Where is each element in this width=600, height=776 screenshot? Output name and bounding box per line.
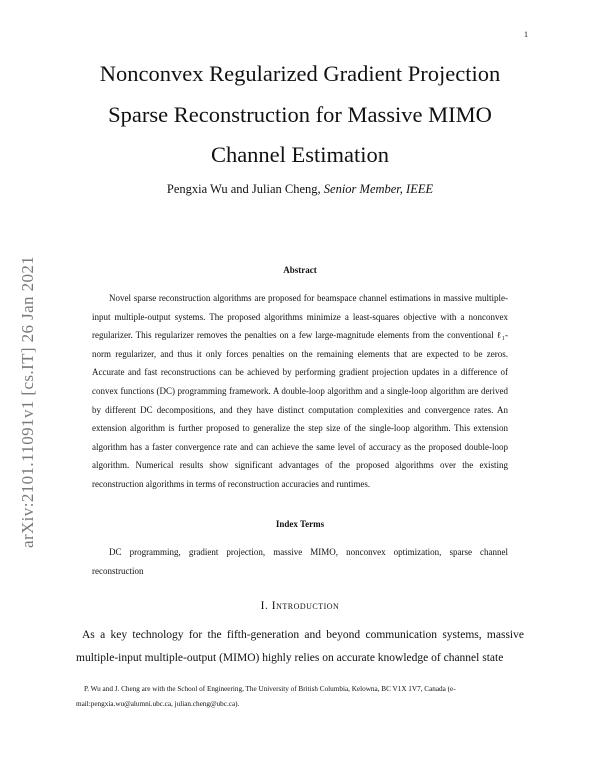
intro-paragraph: As a key technology for the fifth-generation and beyond communication systems, massive multiple-input multiple-output (MIMO) highly relies on accurate knowledge of channel state: [76, 629, 524, 664]
title-line: Sparse Reconstruction for Massive MIMO: [108, 101, 492, 127]
page-number: 1: [524, 30, 528, 39]
section-number: I.: [260, 600, 272, 612]
index-terms-heading: Index Terms: [275, 519, 325, 529]
index-terms-text: DC programming, gradient projection, massive MIMO, nonconvex optimization, sparse channel reconstruction: [92, 547, 508, 576]
abstract-heading: Abstract: [283, 265, 317, 275]
abstract-text: Novel sparse reconstruction algorithms are proposed for beamspace channel estimations in massive multiple-input multiple-output systems. The proposed algorithms minimize a least-squares objective with a nonconvex regularizer. This regularizer removes the penalties on a few large-magnitude elements from the conventional ℓ₁-norm regularizer, and thus it only forces penalties on the remaining elements that are expected to be zeros. Accurate and fast reconstructions can be achieved by performing gradient projection updates in a difference of convex functions (DC) programming framework. A double-loop algorithm and a single-loop algorithm are derived by different DC decompositions, and they have distinct computation complexities and convergence rates. An extension algorithm is further proposed to generalize the step size of the single-loop algorithm. This extension algorithm has a faster convergence rate and can achieve the same level of accuracy as the proposed double-loop algorithm. Numerical results show significant advantages of the proposed algorithms over the existing reconstruction algorithms in terms of reconstruction accuracies and runtimes.: [92, 293, 508, 489]
title-line: Nonconvex Regularized Gradient Projection: [99, 61, 501, 86]
footnote: P. Wu and J. Cheng are with the School of Engineering, The University of British Columbia, Kelowna, BC V1X 1V7, Canada (e-mail:pengxia.wu@alumni.ubc.ca, julian.cheng@ubc.ca).: [76, 685, 456, 708]
author-line: [60, 182, 540, 197]
author-role: Senior Member, IEEE: [323, 182, 434, 196]
section-heading: [60, 600, 540, 612]
author-names: Pengxia Wu and Julian Cheng,: [166, 182, 324, 196]
title-line: Channel Estimation: [210, 142, 390, 167]
paper-title: [60, 54, 540, 176]
arxiv-identifier[interactable]: arXiv:2101.11091v1 [cs.IT] 26 Jan 2021: [18, 255, 37, 548]
section-title: Introduction: [271, 600, 340, 612]
